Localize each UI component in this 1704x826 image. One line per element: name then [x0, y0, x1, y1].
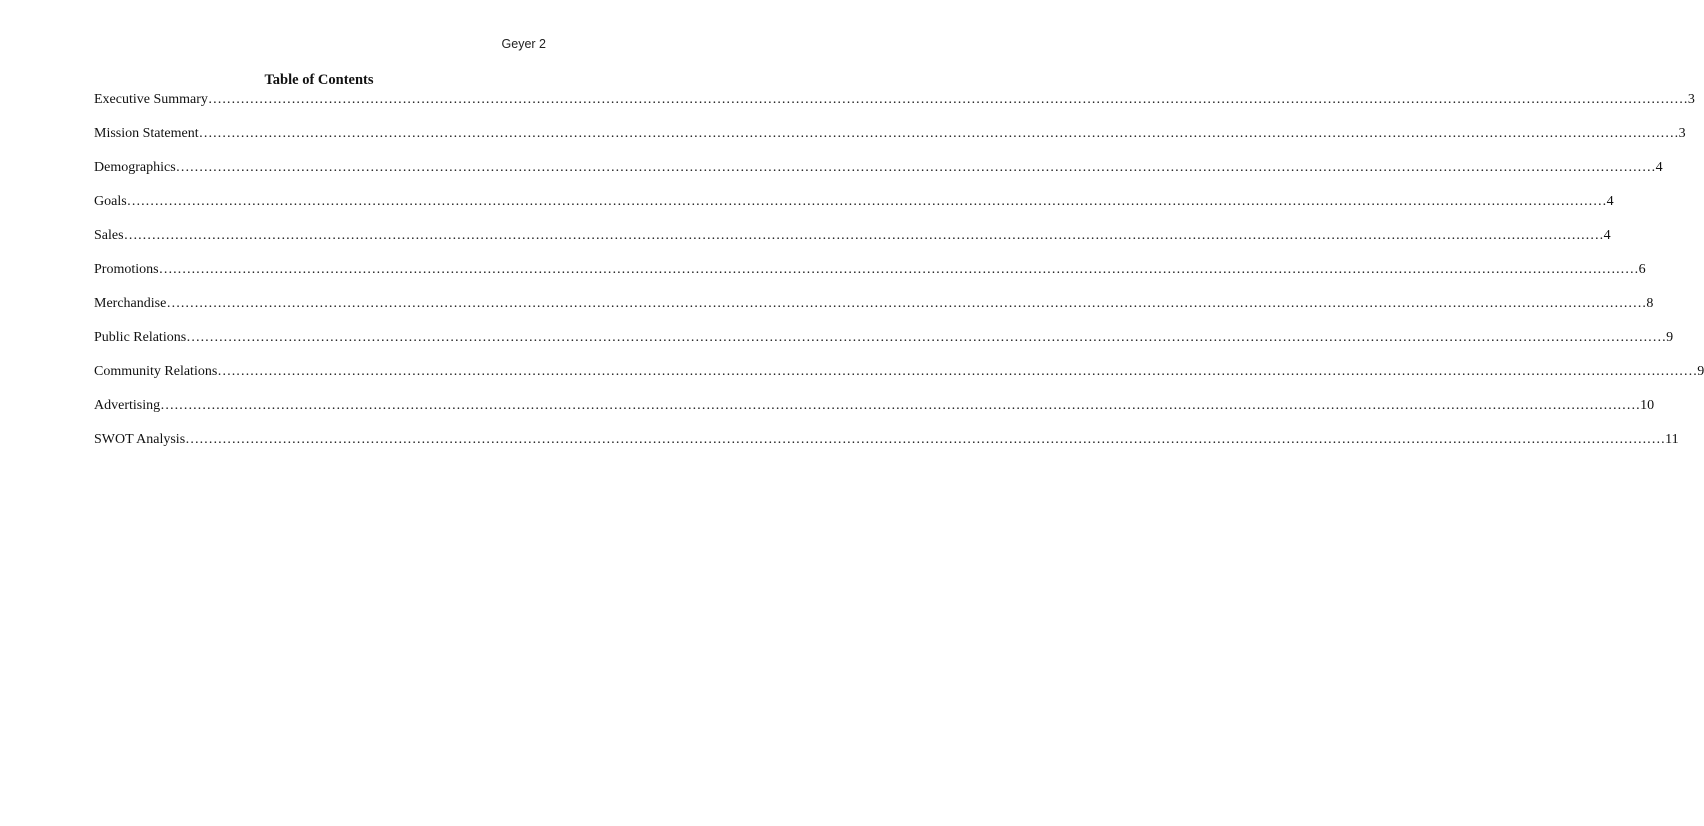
dot-leader: ….….….….….….….….….….….….….….….….….….….….….….….….….….….….….….….….….….….….….….….….….….….….….….….….….….….….….….….….….….….….….….….….….….….….….….….….….….….….….….….…. [217, 364, 1698, 379]
toc-entry-label: Sales [94, 228, 124, 243]
dot-leader: ….….….….….….….….….….….….….….….….….….….….….….….….….….….….….….….….….….….….….….….….….….….….….….….….….….….….….….….….….….….….….….….….….….….….….….….….….….….….….….….…. [126, 194, 1607, 209]
toc-entry-label: Promotions [94, 262, 159, 277]
toc-page-number: 11 [1665, 432, 1679, 447]
toc-entry-demographics[interactable] [94, 159, 1663, 193]
dot-leader: ….….….….….….….….….….….….….….….….….….….….….….….….….….….….….….….….….….….….….….….….….….….….….….….….….….….….….….….….….….….….….….….….….….….….….….….….….….….….….….….…. [198, 126, 1679, 141]
toc-entry-public-relations[interactable] [94, 329, 1674, 363]
toc-page-number: 9 [1697, 364, 1704, 379]
toc-entry-label: Demographics [94, 160, 176, 175]
toc-entry-label: Public Relations [94, 330, 187, 345]
toc-title: Table of Contents [264, 72, 374, 88]
dot-leader: ….….….….….….….….….….….….….….….….….….….….….….….….….….….….….….….….….….….….….….….….….….….….….….….….….….….….….….….….….….….….….….….….….….….….….….….….….….….….….….….…. [158, 262, 1639, 277]
dot-leader: ….….….….….….….….….….….….….….….….….….….….….….….….….….….….….….….….….….….….….….….….….….….….….….….….….….….….….….….….….….….….….….….….….….….….….….….….….….….….….….….…. [186, 330, 1667, 345]
toc-page-number: 3 [1678, 126, 1686, 141]
toc-page-number: 4 [1606, 194, 1614, 209]
dot-leader: ….….….….….….….….….….….….….….….….….….….….….….….….….….….….….….….….….….….….….….….….….….….….….….….….….….….….….….….….….….….….….….….….….….….….….….….….….….….….….….….…. [166, 296, 1647, 311]
dot-leader: ….….….….….….….….….….….….….….….….….….….….….….….….….….….….….….….….….….….….….….….….….….….….….….….….….….….….….….….….….….….….….….….….….….….….….….….….….….….….….….….…. [160, 398, 1641, 413]
dot-leader: ….….….….….….….….….….….….….….….….….….….….….….….….….….….….….….….….….….….….….….….….….….….….….….….….….….….….….….….….….….….….….….….….….….….….….….….….….….….….….….….…. [185, 432, 1666, 447]
toc-entry-community-relations[interactable] [94, 363, 1704, 397]
table-of-contents [94, 91, 1704, 465]
toc-entry-mission-statement[interactable] [94, 125, 1686, 159]
dot-leader: ….….….….….….….….….….….….….….….….….….….….….….….….….….….….….….….….….….….….….….….….….….….….….….….….….….….….….….….….….….….….….….….….….….….….….….….….….….….….….….….…. [123, 228, 1604, 243]
toc-entry-executive-summary[interactable] [94, 91, 1695, 125]
toc-page-number: 8 [1646, 296, 1654, 311]
toc-entry-label: Mission Statement [94, 126, 199, 141]
toc-entry-label: Community Relations [94, 364, 218, 379]
toc-page-number: 9 [1666, 330, 1674, 345]
dot-leader: ….….….….….….….….….….….….….….….….….….….….….….….….….….….….….….….….….….….….….….….….….….….….….….….….….….….….….….….….….….….….….….….….….….….….….….….….….….….….….….….…. [207, 92, 1688, 107]
running-head: Geyer 2 [501, 37, 546, 51]
toc-entry-merchandise[interactable] [94, 295, 1654, 329]
toc-page-number: 10 [1640, 398, 1655, 413]
toc-page-number: 6 [1638, 262, 1646, 277]
toc-entry-label: Advertising [94, 398, 161, 413]
toc-entry-promotions[interactable] [94, 261, 1646, 295]
toc-entry-label: Merchandise [94, 296, 167, 311]
toc-entry-goals[interactable] [94, 193, 1614, 227]
toc-page-number: 3 [1687, 92, 1695, 107]
toc-entry-advertising[interactable] [94, 397, 1655, 431]
toc-page-number: 4 [1655, 160, 1663, 175]
toc-entry-label: SWOT Analysis [94, 432, 186, 447]
dot-leader: ….….….….….….….….….….….….….….….….….….….….….….….….….….….….….….….….….….….….….….….….….….….….….….….….….….….….….….….….….….….….….….….….….….….….….….….….….….….….….….….…. [175, 160, 1656, 175]
toc-page-number: 4 [1603, 228, 1611, 243]
toc-entry-label: Executive Summary [94, 92, 208, 107]
toc-entry-label: Goals [94, 194, 127, 209]
toc-entry-swot-analysis[interactable] [94, 431, 1679, 465]
toc-entry-sales[interactable] [94, 227, 1611, 261]
